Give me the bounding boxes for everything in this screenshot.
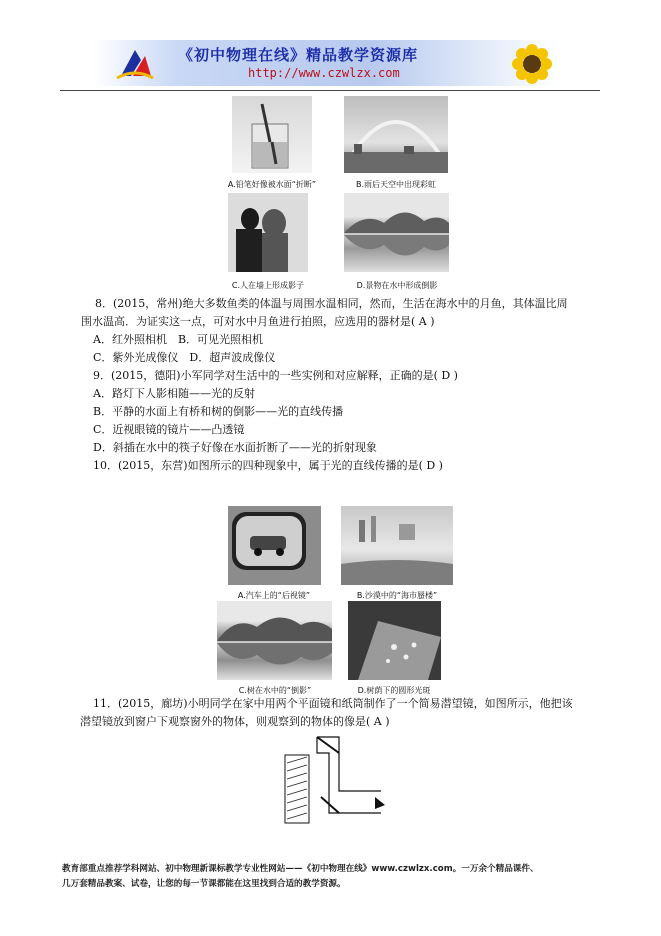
header-divider: [60, 90, 600, 91]
figure2-caption-a: A.汽车上的“后视镜”: [237, 591, 311, 600]
photo-rearview-mirror: [228, 506, 321, 585]
figure2-caption-b: B.沙漠中的“海市蜃楼”: [356, 591, 438, 600]
photo-mirage: [341, 506, 453, 585]
figure1-caption-a: A.铅笔好像被水面“折断”: [227, 180, 317, 189]
figure2-caption-c: C.树在水中的“倒影”: [238, 686, 312, 695]
figure2-caption-d: D.树荫下的圆形光斑: [357, 686, 431, 695]
site-logo-icon: [115, 46, 155, 82]
question-11-stem: 11．(2015，廊坊)小明同学在家中用两个平面镜和纸筒制作了一个简易潜望镜，如图所示，他把该: [93, 697, 573, 710]
photo-rainbow: [344, 96, 448, 173]
question-11-stem-cont: 潜望镜放到窗户下观察窗外的物体，则观察到的物体的像是( A ): [80, 715, 390, 728]
photo-pencil-in-water: [232, 96, 312, 173]
page-footer: [62, 862, 539, 892]
photo-reflection-landscape: [344, 193, 449, 272]
question-9-stem: 9．(2015，德阳)小军同学对生活中的一些实例和对应解释，正确的是( D ): [93, 369, 458, 382]
footer-line-1: 教育部重点推荐学科网站、初中物理新课标教学专业性网站——《初中物理在线》www.czwlzx.com。一万余个精品课件、: [62, 864, 539, 874]
question-8-stem-cont: 围水温高．为证实这一点，可对水中月鱼进行拍照，应选用的器材是( A ): [81, 315, 435, 328]
figure1-caption-b: B.雨后天空中出现彩虹: [355, 180, 437, 189]
banner-title: 《初中物理在线》精品教学资源库: [178, 46, 419, 64]
question-9-option-d: D．斜插在水中的筷子好像在水面折断了——光的折射现象: [93, 441, 377, 454]
question-9-option-a: A．路灯下人影相随——光的反射: [93, 387, 255, 400]
banner-url[interactable]: http://www.czwlzx.com: [248, 66, 400, 80]
question-8-options-cd: C．紫外光成像仪 D．超声波成像仪: [93, 351, 276, 364]
question-8-options-ab: A．红外照相机 B．可见光照相机: [93, 333, 264, 346]
question-9-option-c: C．近视眼镜的镜片——凸透镜: [93, 423, 245, 436]
question-9-option-b: B．平静的水面上有桥和树的倒影——光的直线传播: [93, 405, 344, 418]
figure1-caption-c: C.人在墙上形成影子: [231, 281, 305, 290]
photo-tree-reflection: [217, 601, 332, 680]
question-8-stem: 8．(2015，常州)绝大多数鱼类的体温与周围水温相同，然而，生活在海水中的月鱼，其体温比周: [95, 297, 568, 310]
periscope-diagram: [281, 733, 389, 825]
footer-line-2: 几万套精品教案、试卷，让您的每一节课都能在这里找到合适的教学资源。: [62, 879, 346, 889]
question-10-stem: 10．(2015，东营)如图所示的四种现象中，属于光的直线传播的是( D ): [93, 459, 443, 472]
figure1-caption-d: D.景物在水中形成倒影: [356, 281, 438, 290]
photo-shadow-on-wall: [228, 193, 308, 272]
sunflower-icon: [510, 42, 554, 86]
header-banner: [93, 40, 558, 86]
photo-light-spots: [348, 601, 441, 680]
